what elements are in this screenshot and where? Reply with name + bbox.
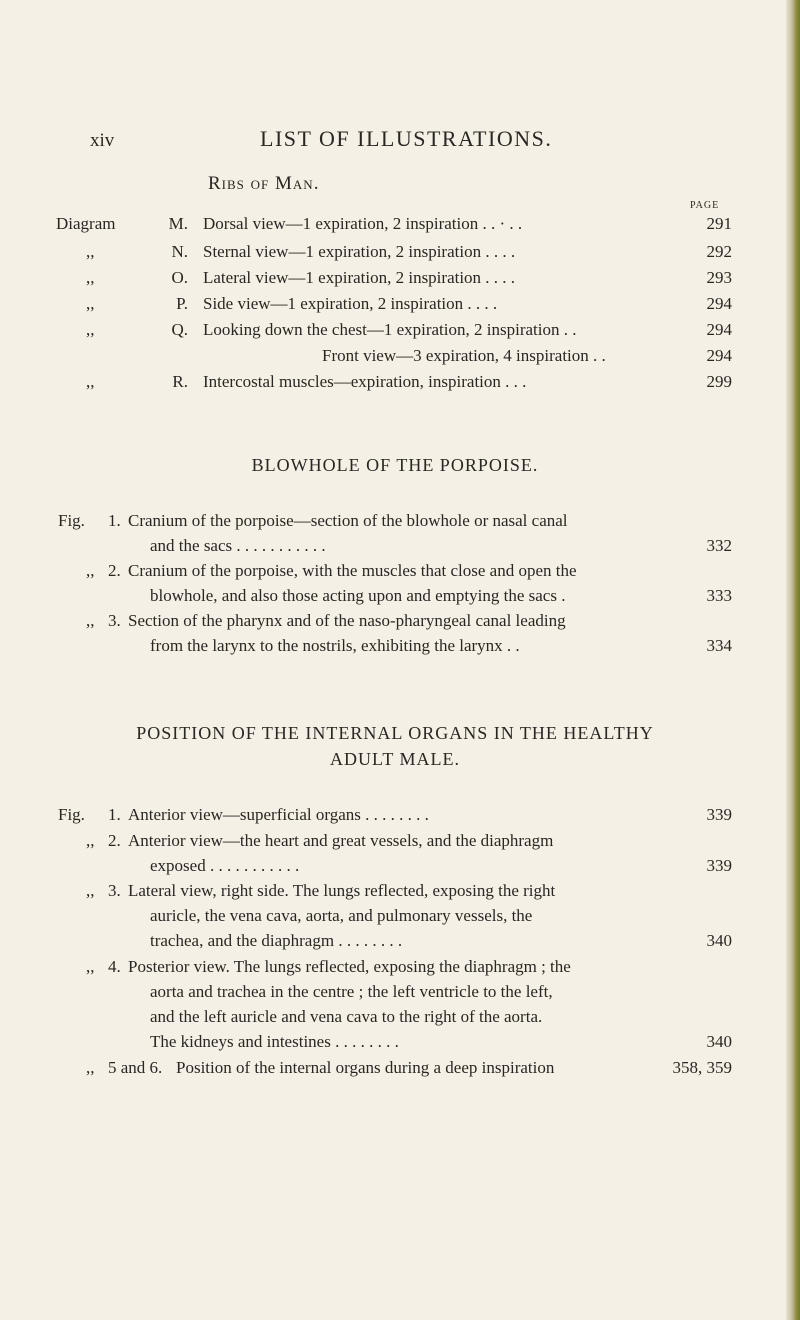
fig-text-line: Posterior view. The lungs reflected, exposing the diaphragm ; the: [128, 957, 571, 976]
ditto-mark: ,,: [86, 1058, 95, 1077]
entry-page: 292: [706, 242, 732, 261]
fig-page: 340: [706, 931, 732, 950]
ditto-mark: ,,: [86, 242, 95, 261]
ribs-entry: [0, 214, 790, 242]
fig-number: 3.: [108, 611, 121, 630]
entry-prefix: Diagram: [56, 214, 116, 233]
ditto-mark: ,,: [86, 611, 95, 630]
entry-text: Intercostal muscles—expiration, inspiration . . .: [203, 372, 527, 391]
ditto-mark: ,,: [86, 320, 95, 339]
entry-page: 293: [706, 268, 732, 287]
entry-text: Sternal view—1 expiration, 2 inspiration . . . .: [203, 242, 516, 261]
fig-text-line: auricle, the vena cava, aorta, and pulmonary vessels, the: [150, 906, 533, 925]
ribs-section-title: Ribs of Man.: [208, 173, 320, 194]
fig-text-line: and the left auricle and vena cava to the right of the aorta.: [150, 1007, 543, 1026]
entry-text: Side view—1 expiration, 2 inspiration . . . .: [203, 294, 498, 313]
fig-number: 1.: [108, 805, 121, 824]
organs-section-title: [0, 720, 790, 772]
entry-letter: R.: [172, 372, 188, 391]
fig-page: 358, 359: [672, 1058, 732, 1077]
ditto-mark: ,,: [86, 372, 95, 391]
fig-text-line: from the larynx to the nostrils, exhibiting the larynx . .: [150, 636, 520, 655]
ribs-entry: [0, 372, 790, 400]
entry-page: 291: [706, 214, 732, 233]
entry-letter: N.: [171, 242, 188, 261]
entry-page: 294: [706, 320, 732, 339]
porpoise-figure: [0, 508, 790, 558]
entry-page: 294: [706, 346, 732, 365]
ditto-mark: ,,: [86, 268, 95, 287]
ditto-mark: ,,: [86, 957, 95, 976]
ribs-entry: [0, 242, 790, 270]
organs-figure: [0, 1055, 790, 1080]
fig-text-line: Anterior view—the heart and great vessels, and the diaphragm: [128, 831, 554, 850]
fig-number: 5 and 6.: [108, 1058, 163, 1077]
fig-page: 334: [706, 636, 732, 655]
fig-page: 339: [706, 805, 732, 824]
organs-figure: [0, 954, 790, 1054]
fig-text-line: Cranium of the porpoise—section of the blowhole or nasal canal: [128, 511, 568, 530]
ditto-mark: ,,: [86, 561, 95, 580]
fig-page: 340: [706, 1032, 732, 1051]
fig-text-line: The kidneys and intestines . . . . . . . .: [150, 1032, 399, 1051]
fig-number: 2.: [108, 831, 121, 850]
organs-title-line: ADULT MALE.: [329, 749, 460, 769]
entry-page: 294: [706, 294, 732, 313]
entry-text: Looking down the chest—1 expiration, 2 inspiration . .: [203, 320, 577, 339]
porpoise-figure: [0, 558, 790, 608]
page-column-label: PAGE: [690, 200, 720, 211]
ribs-entry: [0, 268, 790, 296]
fig-text-line: Section of the pharynx and of the naso-pharyngeal canal leading: [128, 611, 566, 630]
organs-figure: [0, 802, 790, 827]
fig-number: 1.: [108, 511, 121, 530]
ditto-mark: ,,: [86, 294, 95, 313]
organs-title-line: POSITION OF THE INTERNAL ORGANS IN THE HEALTHY: [136, 723, 654, 743]
fig-text-line: Position of the internal organs during a deep inspiration: [176, 1058, 555, 1077]
entry-text: Front view—3 expiration, 4 inspiration . .: [322, 346, 606, 365]
fig-page: 333: [706, 586, 732, 605]
running-header: [0, 124, 790, 154]
fig-text-line: exposed . . . . . . . . . . .: [150, 856, 300, 875]
entry-text: Lateral view—1 expiration, 2 inspiration . . . .: [203, 268, 516, 287]
ditto-mark: ,,: [86, 831, 95, 850]
fig-number: 2.: [108, 561, 121, 580]
entry-letter: M.: [168, 214, 188, 233]
fig-number: 4.: [108, 957, 121, 976]
fig-number: 3.: [108, 881, 121, 900]
fig-label: Fig.: [58, 805, 85, 824]
fig-text-line: and the sacs . . . . . . . . . . .: [150, 536, 326, 555]
porpoise-figure: [0, 608, 790, 658]
entry-letter: Q.: [171, 320, 188, 339]
fig-text-line: blowhole, and also those acting upon and emptying the sacs .: [150, 586, 566, 605]
page-number: xiv: [90, 130, 115, 151]
organs-figure: [0, 878, 790, 953]
fig-page: 332: [706, 536, 732, 555]
entry-letter: O.: [171, 268, 188, 287]
fig-page: 339: [706, 856, 732, 875]
entry-letter: P.: [176, 294, 188, 313]
fig-text-line: trachea, and the diaphragm . . . . . . . .: [150, 931, 403, 950]
fig-text-line: Lateral view, right side. The lungs reflected, exposing the right: [128, 881, 556, 900]
ribs-entry: [0, 346, 790, 374]
organs-figure: [0, 828, 790, 878]
ribs-entry: [0, 294, 790, 322]
header-title: LIST OF ILLUSTRATIONS.: [260, 126, 553, 151]
fig-text-line: Anterior view—superficial organs . . . . . . . .: [128, 805, 429, 824]
porpoise-section-title: BLOWHOLE OF THE PORPOISE.: [251, 455, 539, 475]
ribs-entry: [0, 320, 790, 348]
ditto-mark: ,,: [86, 881, 95, 900]
fig-text-line: Cranium of the porpoise, with the muscles that close and open the: [128, 561, 577, 580]
fig-text-line: aorta and trachea in the centre ; the left ventricle to the left,: [150, 982, 553, 1001]
entry-page: 299: [706, 372, 732, 391]
page-edge: [786, 0, 800, 1320]
fig-label: Fig.: [58, 511, 85, 530]
entry-text: Dorsal view—1 expiration, 2 inspiration . . · . .: [203, 214, 523, 233]
